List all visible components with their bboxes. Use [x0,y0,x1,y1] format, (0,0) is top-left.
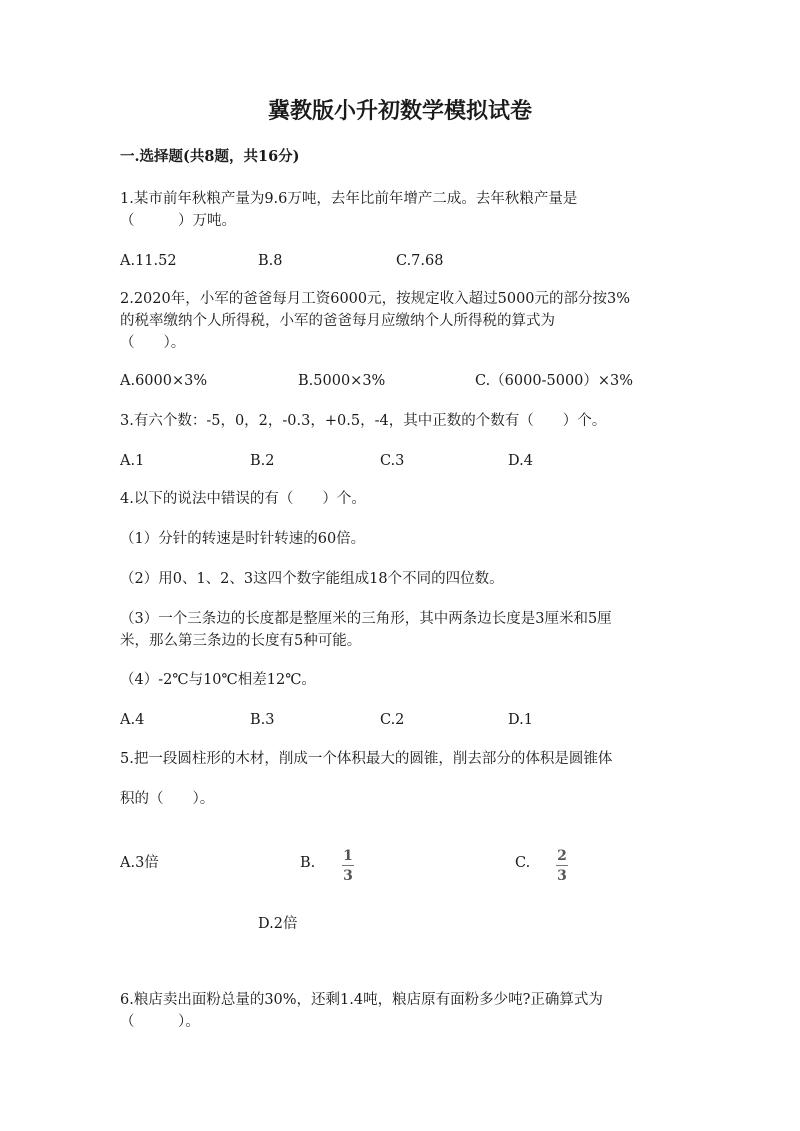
fraction-denominator: 3 [557,868,567,884]
fraction-bar [556,865,568,866]
question-5-text: 5.把一段圆柱形的木材，削成一个体积最大的圆锥，削去部分的体积是圆锥体 [120,751,613,767]
question-4-statement-3-cont: 米，那么第三条边的长度有5种可能。 [120,633,362,649]
fraction-numerator: 2 [557,848,567,864]
question-4-statement-3: （3）一个三条边的长度都是整厘米的三角形，其中两条边长度是3厘米和5厘 [120,611,612,627]
question-1-option-c: C.7.68 [396,253,444,269]
question-3-option-a: A.1 [120,453,145,469]
question-1-option-b: B.8 [258,253,283,269]
question-5-option-d: D.2倍 [258,916,298,932]
question-3-option-d: D.4 [508,453,533,469]
question-3-option-c: C.3 [380,453,405,469]
question-2-option-b: B.5000×3% [298,373,386,389]
question-4-statement-1: （1）分针的转速是时针转速的60倍。 [120,531,366,547]
question-2-text-cont: 的税率缴纳个人所得税，小军的爸爸每月应缴纳个人所得税的算式为 [120,313,555,329]
question-4-option-b: B.3 [250,712,275,728]
question-5-option-c-fraction [554,848,570,884]
question-4-option-d: D.1 [508,712,533,728]
question-2-option-a: A.6000×3% [120,373,208,389]
question-4-statement-2: （2）用0、1、2、3这四个数字能组成18个不同的四位数。 [120,571,504,587]
fraction-denominator: 3 [343,868,353,884]
question-3-option-b: B.2 [250,453,275,469]
question-1-blank: （ ）万吨。 [120,213,236,229]
question-4-statement-4: （4）-2℃与10℃相差12℃。 [120,672,316,688]
question-1-text: 1.某市前年秋粮产量为9.6万吨，去年比前年增产二成。去年秋粮产量是 [120,191,578,207]
question-4-option-c: C.2 [380,712,405,728]
question-5-option-b-fraction [340,848,356,884]
question-3-text: 3.有六个数：-5，0，2，-0.3，+0.5，-4，其中正数的个数有（ ）个。 [120,413,607,429]
fraction-numerator: 1 [343,848,353,864]
section-heading: 一.选择题(共8题，共16分) [120,148,300,165]
question-6-blank: （ ）。 [120,1014,200,1030]
question-4-text: 4.以下的说法中错误的有（ ）个。 [120,491,366,507]
question-6-text: 6.粮店卖出面粉总量的30%，还剩1.4吨，粮店原有面粉多少吨?正确算式为 [120,992,603,1008]
question-5-option-b-label: B. [300,855,316,871]
question-2-option-c: C.（6000-5000）×3% [475,373,634,389]
question-1-option-a: A.11.52 [120,253,177,269]
fraction-bar [342,865,354,866]
question-2-text: 2.2020年，小军的爸爸每月工资6000元，按规定收入超过5000元的部分按3% [120,291,631,307]
question-5-option-a: A.3倍 [120,855,159,871]
question-2-blank: （ ）。 [120,335,186,351]
page-title: 冀教版小升初数学模拟试卷 [267,98,532,124]
question-5-blank: 积的（ ）。 [120,791,215,807]
question-5-option-c-label: C. [515,855,531,871]
question-4-option-a: A.4 [120,712,145,728]
